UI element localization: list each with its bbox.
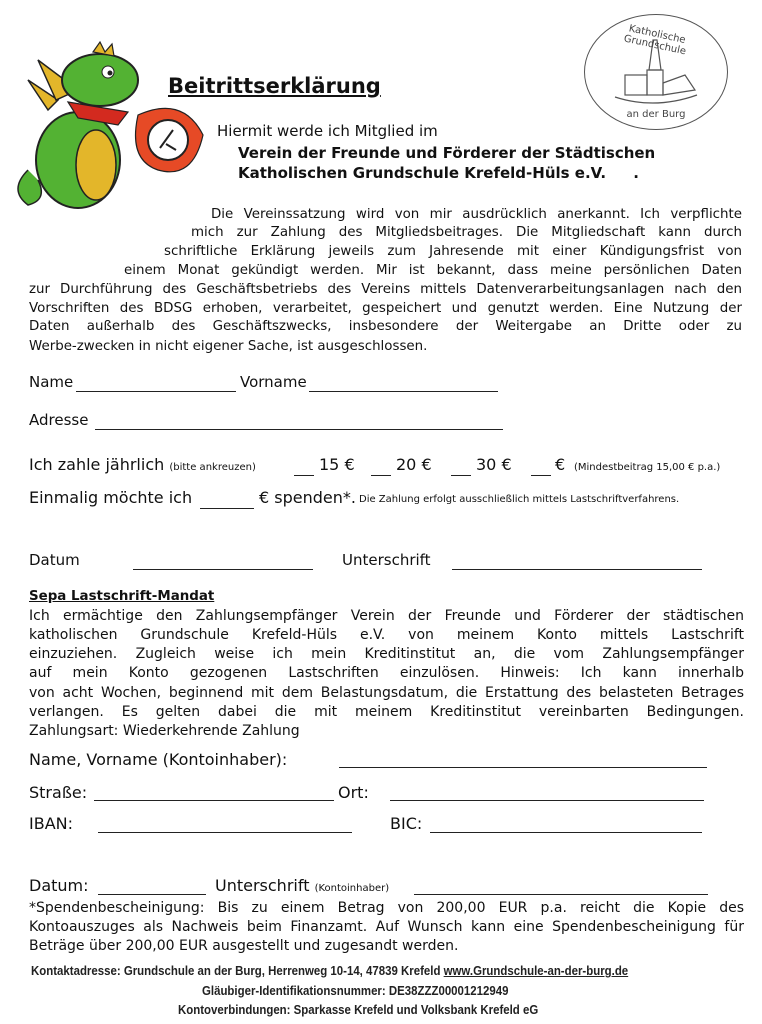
donation-amount-field[interactable] bbox=[200, 507, 254, 509]
holder-label: Name, Vorname (Kontoinhaber): bbox=[29, 750, 288, 769]
bic-label: BIC: bbox=[390, 814, 423, 833]
annual-hint: (bitte ankreuzen) bbox=[169, 462, 256, 473]
donation-note-line: *Spendenbescheinigung: Bis zu einem Betrag von 200,00 EUR p.a. reicht die Kopie des bbox=[29, 900, 744, 916]
sepa-heading: Sepa Lastschrift-Mandat bbox=[29, 589, 215, 604]
footer-creditor-id: Gläubiger-Identifikationsnummer: DE38ZZZ00001212949 bbox=[202, 983, 509, 998]
statute-line: Vorschriften des BDSG erhoben, verarbeitet, gespeichert und genutzt werden. Eine Nutzung der bbox=[29, 301, 742, 316]
logo-bottom-text: an der Burg bbox=[626, 109, 686, 120]
statute-line: zur Durchführung des Geschäftsbetriebs des Vereins mittels Datenverarbeitungsanlagen nach den bbox=[29, 282, 742, 297]
footer-contact-row bbox=[31, 963, 628, 978]
bic-field[interactable] bbox=[430, 831, 702, 833]
statute-line: mich zur Zahlung des Mitgliedsbeitrages. Die Mitgliedschaft kann durch bbox=[191, 225, 742, 240]
address-field[interactable] bbox=[95, 428, 503, 430]
city-label: Ort: bbox=[338, 783, 369, 802]
school-logo bbox=[584, 14, 728, 130]
city-field[interactable] bbox=[390, 799, 704, 801]
club-name-line-1: Verein der Freunde und Förderer der Städtischen bbox=[238, 144, 656, 162]
intro-text: Hiermit werde ich Mitglied im bbox=[217, 122, 438, 140]
sepa-line: verlangen. Es gelten dabei die mit meinem Kreditinstitut vereinbarten Bedingungen. bbox=[29, 704, 744, 720]
annual-label: Ich zahle jährlich bbox=[29, 455, 165, 474]
footer-banks: Kontoverbindungen: Sparkasse Krefeld und Volksbank Krefeld eG bbox=[178, 1002, 539, 1017]
annual-fee-row bbox=[29, 455, 256, 474]
club-name-line-2 bbox=[238, 164, 639, 182]
amount-20-checkbox[interactable] bbox=[371, 474, 391, 476]
footer-contact: Kontaktadresse: Grundschule an der Burg, Herrenweg 10-14, 47839 Krefeld bbox=[31, 963, 441, 978]
sepa-signature-field[interactable] bbox=[414, 893, 708, 895]
firstname-field[interactable] bbox=[309, 390, 498, 392]
donation-note-last: Beträge über 200,00 EUR ausgestellt und zugesandt werden. bbox=[29, 938, 459, 954]
donation-label: Einmalig möchte ich bbox=[29, 488, 193, 507]
address-label: Adresse bbox=[29, 411, 89, 429]
statute-line: einem Monat gekündigt werden. Mir ist bekannt, dass meine persönlichen Daten bbox=[124, 263, 742, 278]
sepa-line: einzuziehen. Zugleich weise ich mein Kreditinstitut an, die vom Zahlungsempfänger bbox=[29, 646, 744, 662]
footer-website-link[interactable]: www.Grundschule-an-der-burg.de bbox=[443, 963, 629, 978]
signature-label: Unterschrift bbox=[342, 551, 431, 569]
sepa-date-label: Datum: bbox=[29, 876, 89, 895]
donation-suffix: € spenden*. bbox=[259, 488, 356, 507]
club-name-trail: . bbox=[633, 164, 639, 182]
holder-field[interactable] bbox=[339, 766, 707, 768]
payment-note: Die Zahlung erfolgt ausschließlich mittels Lastschriftverfahrens. bbox=[359, 494, 680, 505]
amount-15-checkbox[interactable] bbox=[294, 474, 314, 476]
name-label: Name bbox=[29, 373, 74, 391]
signature-field[interactable] bbox=[452, 568, 702, 570]
street-label: Straße: bbox=[29, 783, 88, 802]
statute-line: schriftliche Erklärung jeweils zum Jahresende mit einer Kündigungsfrist von bbox=[164, 244, 742, 259]
logo-top-text: Katholische Grundschule bbox=[622, 23, 687, 58]
sepa-signature-row bbox=[215, 876, 389, 895]
street-field[interactable] bbox=[94, 799, 334, 801]
min-fee-note: (Mindestbeitrag 15,00 € p.a.) bbox=[574, 462, 721, 473]
name-field[interactable] bbox=[76, 390, 236, 392]
iban-field[interactable] bbox=[98, 831, 352, 833]
sepa-line: Ich ermächtige den Zahlungsempfänger Verein der Freunde und Förderer der städtischen bbox=[29, 608, 744, 624]
sepa-signature-hint: (Kontoinhaber) bbox=[314, 883, 390, 894]
page-title: Beitrittserklärung bbox=[168, 74, 381, 98]
amount-custom-checkbox[interactable] bbox=[531, 474, 551, 476]
sepa-payment-type: Zahlungsart: Wiederkehrende Zahlung bbox=[29, 723, 300, 739]
statute-line: Die Vereinssatzung wird von mir ausdrücklich anerkannt. Ich verpflichte bbox=[211, 207, 742, 222]
date-label: Datum bbox=[29, 551, 80, 569]
sepa-line: von acht Wochen, beginnend mit dem Belastungsdatum, die Erstattung des belasteten Betrages bbox=[29, 685, 744, 701]
amount-30-label: 30 € bbox=[476, 455, 512, 474]
amount-20-label: 20 € bbox=[396, 455, 432, 474]
amount-15-label: 15 € bbox=[319, 455, 355, 474]
amount-30-checkbox[interactable] bbox=[451, 474, 471, 476]
statute-line: Daten außerhalb des Geschäftszwecks, insbesondere der Weitergabe an Dritte oder zu bbox=[29, 319, 742, 334]
sepa-line: katholischen Grundschule Krefeld-Hüls e.V. von meinem Konto mittels Lastschrift bbox=[29, 627, 744, 643]
sepa-date-field[interactable] bbox=[98, 893, 206, 895]
date-field[interactable] bbox=[133, 568, 313, 570]
dragon-mascot-image bbox=[8, 40, 218, 210]
sepa-signature-label: Unterschrift bbox=[215, 876, 310, 895]
donation-note-line: Kontoauszuges als Nachweis beim Finanzamt. Auf Wunsch kann eine Spendenbescheinigung für bbox=[29, 919, 744, 935]
sepa-line: auf mein Konto gezogenen Lastschriften einzulösen. Hinweis: Ich kann innerhalb bbox=[29, 665, 744, 681]
amount-custom-label: € bbox=[555, 455, 566, 474]
club-name-text: Katholischen Grundschule Krefeld-Hüls e.V. bbox=[238, 164, 607, 182]
iban-label: IBAN: bbox=[29, 814, 73, 833]
statute-line-last: Werbe-zwecken in nicht eigener Sache, ist ausgeschlossen. bbox=[29, 339, 428, 354]
firstname-label: Vorname bbox=[240, 373, 307, 391]
